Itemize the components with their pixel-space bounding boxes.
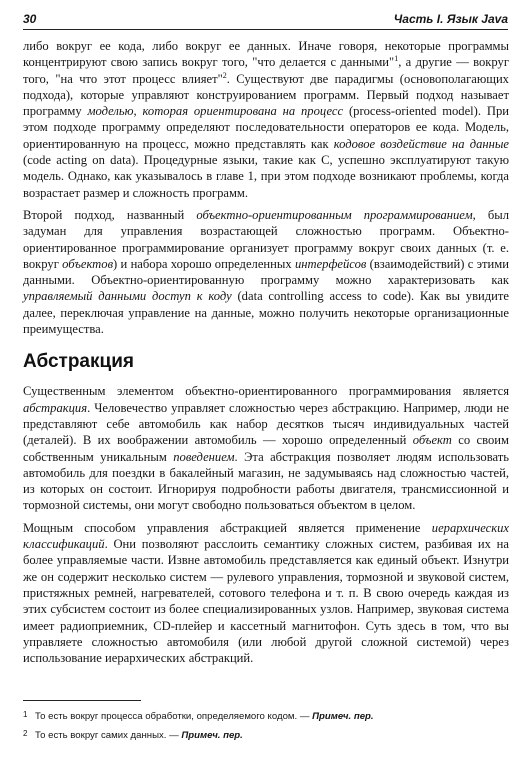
paragraph-4 xyxy=(23,520,509,667)
text-run: . Они позволяют расслоить семантику сложных систем, разбивая их на более управляемые части. Извне автомобиль представляется как единый объект. Изнутри же он содержит несколько систем — рулевого управления, тормозной и звуковой систем, пристяжных ремней, нагревателей, сотового телефона и т. п. В свою очередь каждая из этих субсистем состоит из более специализированных узлов. Например, звуковая система имеет радиоприемник, CD-плейер и кассетный магнитофон. Суть здесь в том, что вы управляете сложностью автомобиля (или любой другой сложной системой) через использование иерархических абстракций. xyxy=(23,537,509,666)
footnote-mark: 1 xyxy=(23,710,28,719)
text-run: (code acting on data). Процедурные языки, такие как C, успешно эксплуатируют такую модель. Однако, как указывалось в главе 1, при этом подходе возникают проблемы, когда возрастает размер и сложность программ. xyxy=(23,153,509,200)
paragraph-1 xyxy=(23,38,509,201)
emphasis: поведением xyxy=(173,449,235,464)
emphasis: объектов xyxy=(62,256,114,271)
emphasis: моделью, которая ориентирована на процесс xyxy=(87,104,344,119)
footnote-text: То есть вокруг процесса обработки, определяемого кодом. — xyxy=(35,711,313,722)
body-text xyxy=(23,38,509,666)
text-run: ) и набора хорошо определенных xyxy=(113,256,295,271)
emphasis: иерархических классификаций xyxy=(23,520,509,552)
footnotes xyxy=(23,708,509,746)
footnote-mark: 2 xyxy=(23,729,28,738)
emphasis: абстракция xyxy=(23,400,88,415)
paragraph-3 xyxy=(23,383,509,513)
paragraph-2 xyxy=(23,207,509,337)
text-run: . Эта абстракция позволяет людям использовать автомобиль для поездки в бакалейный магазин, не задумываясь над сложностью частей, из которых он состоит. Игнорируя подробности работы двигателя, трансмиссионной и тормозной системы, они могут свободно пользоваться объектом в целом. xyxy=(23,449,509,513)
emphasis: объект xyxy=(412,433,452,448)
text-run: Мощным способом управления абстракцией является применение xyxy=(23,520,432,535)
text-run: . Человечество управляет сложностью через абстракцию. Например, люди не представляют себе автомобиль как набор десятков тысяч индивидуальных частей (деталей). В их воображении автомобиль — хорошо определенный xyxy=(23,400,509,448)
text-run: Существенным элементом объектно-ориентированного программирования является xyxy=(23,384,509,399)
text-run: , а другие — вокруг того, "на что этот процесс влияет" xyxy=(23,55,510,86)
footnote-text: То есть вокруг самих данных. — xyxy=(35,730,182,741)
section-heading: Абстракция xyxy=(23,351,134,373)
footnote-note: Примеч. пер. xyxy=(312,711,374,722)
emphasis: объектно-ориентированным программированием xyxy=(196,207,473,222)
footnote-rule xyxy=(23,700,141,701)
running-title: Часть I. Язык Java xyxy=(393,12,508,26)
footnote-ref-1: 1 xyxy=(394,54,399,64)
text-run: (process-oriented model). При этом подходе программу определяют последовательности операторов ее кода. Модель, ориентированную на процесс, можно представлять как xyxy=(23,104,509,151)
text-run: Второй подход, названный xyxy=(23,207,197,222)
emphasis: интерфейсов xyxy=(294,256,367,271)
emphasis: кодовое воздействие на данные xyxy=(333,136,510,151)
footnote-1 xyxy=(23,708,509,723)
footnote-2 xyxy=(23,727,509,742)
text-run: . Существуют две парадигмы (основополагающих подхода), которые управляют конструированием программ. Первый подход называет программу xyxy=(23,71,509,119)
text-run: , был задуман для управления возрастающей сложностью программ. Объектно-ориентированное программирование организует программу вокруг своих данных (т. е. вокруг xyxy=(23,207,509,271)
text-run: (data controlling access to code). Как вы увидите далее, переключая управление на данные, можно получить некоторые организационные преимущества. xyxy=(23,289,509,337)
footnote-ref-2: 2 xyxy=(222,70,227,80)
page-number: 30 xyxy=(23,12,37,26)
footnote-note: Примеч. пер. xyxy=(181,730,243,741)
text-run: со своим собственным уникальным xyxy=(23,433,510,464)
emphasis: управляемый данными доступ к коду xyxy=(23,289,232,304)
header-rule xyxy=(23,29,508,30)
text-run: (взаимодействий) с этими данными. Объектно-ориентированную программу можно характеризовать как xyxy=(23,256,509,288)
text-run: либо вокруг ее кода, либо вокруг ее данных. Иначе говоря, некоторые программы концентрируют свою запись вокруг того, "что делается с данными" xyxy=(23,39,509,70)
running-header xyxy=(23,8,508,30)
